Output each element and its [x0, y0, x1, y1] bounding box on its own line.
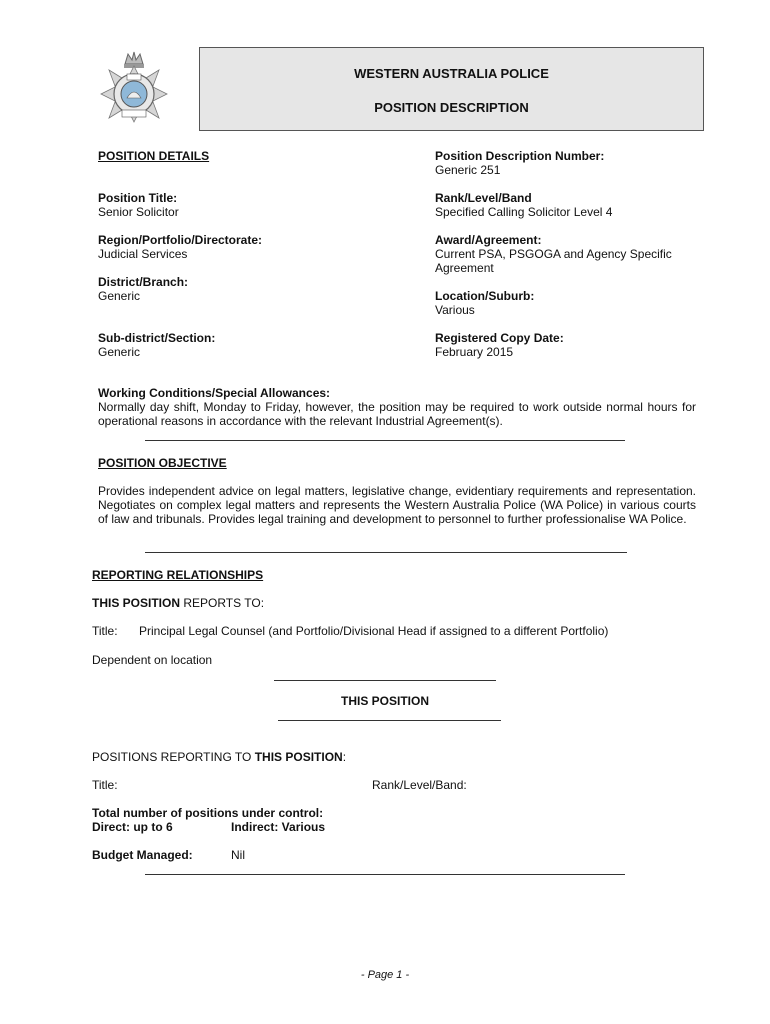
reports-to-title-value: Principal Legal Counsel (and Portfolio/Divisional Head if assigned to a different Portfolio): [139, 624, 609, 638]
award-value-line1: Current PSA, PSGOGA and Agency Specific: [435, 247, 672, 261]
reports-to-title-label: Title:: [92, 624, 118, 638]
award-value-line2: Agreement: [435, 261, 494, 275]
reporting-relationships-heading: REPORTING RELATIONSHIPS: [92, 568, 264, 582]
positions-reporting-suffix: :: [342, 750, 347, 764]
budget-label: Budget Managed:: [92, 848, 193, 862]
subdistrict-label: Sub-district/Section:: [98, 331, 216, 345]
positions-reporting-prefix: POSITIONS REPORTING TO: [92, 750, 255, 764]
dependent-on-location: Dependent on location: [92, 653, 213, 667]
divider: [278, 720, 501, 721]
this-position-bold: THIS POSITION: [92, 596, 181, 610]
subordinate-rank-label: Rank/Level/Band:: [372, 778, 467, 792]
copy-date-label: Registered Copy Date:: [435, 331, 564, 345]
direct-count: Direct: up to 6: [92, 820, 173, 834]
divider: [145, 874, 625, 875]
position-details-heading: POSITION DETAILS: [98, 149, 210, 163]
district-label: District/Branch:: [98, 275, 189, 289]
rank-label: Rank/Level/Band: [435, 191, 532, 205]
budget-value: Nil: [231, 848, 245, 862]
district-value: Generic: [98, 289, 141, 303]
region-value: Judicial Services: [98, 247, 188, 261]
working-conditions-label: Working Conditions/Special Allowances:: [98, 386, 331, 400]
indirect-count: Indirect: Various: [231, 820, 326, 834]
this-position-title: THIS POSITION: [340, 694, 429, 708]
total-positions-label: Total number of positions under control:: [92, 806, 324, 820]
reports-to-line: [92, 596, 264, 610]
positions-reporting-line: [92, 750, 346, 764]
divider: [274, 680, 496, 681]
region-label: Region/Portfolio/Directorate:: [98, 233, 263, 247]
award-label: Award/Agreement:: [435, 233, 542, 247]
position-objective-heading: POSITION OBJECTIVE: [98, 456, 227, 470]
location-value: Various: [435, 303, 475, 317]
location-label: Location/Suburb:: [435, 289, 535, 303]
subordinate-title-label: Title:: [92, 778, 118, 792]
position-title-label: Position Title:: [98, 191, 178, 205]
divider: [145, 440, 625, 441]
copy-date-value: February 2015: [435, 345, 514, 359]
position-objective-text: Provides independent advice on legal matters, legislative change, evidentiary requirements and representation. Negotiates on complex legal matters and represents the Western Australia Police (WA Police) in various courts of law and tribunals. Provides legal training and development to personnel to further professionalise WA Police.: [98, 484, 696, 526]
rank-value: Specified Calling Solicitor Level 4: [435, 205, 613, 219]
wa-police-crest-icon: [97, 50, 171, 128]
reports-to-text: REPORTS TO:: [180, 596, 265, 610]
subdistrict-value: Generic: [98, 345, 141, 359]
divider: [145, 552, 627, 553]
doc-title: POSITION DESCRIPTION: [374, 100, 529, 115]
positions-reporting-bold: THIS POSITION: [254, 750, 343, 764]
pd-number-label: Position Description Number:: [435, 149, 605, 163]
header-box: [199, 47, 704, 131]
page-number: - Page 1 -: [360, 969, 410, 981]
org-title: WESTERN AUSTRALIA POLICE: [354, 66, 549, 81]
working-conditions-text: Normally day shift, Monday to Friday, however, the position may be required to work outside normal hours for operational reasons in accordance with the relevant Industrial Agreement(s).: [98, 400, 696, 428]
pd-number-value: Generic 251: [435, 163, 501, 177]
position-title-value: Senior Solicitor: [98, 205, 179, 219]
